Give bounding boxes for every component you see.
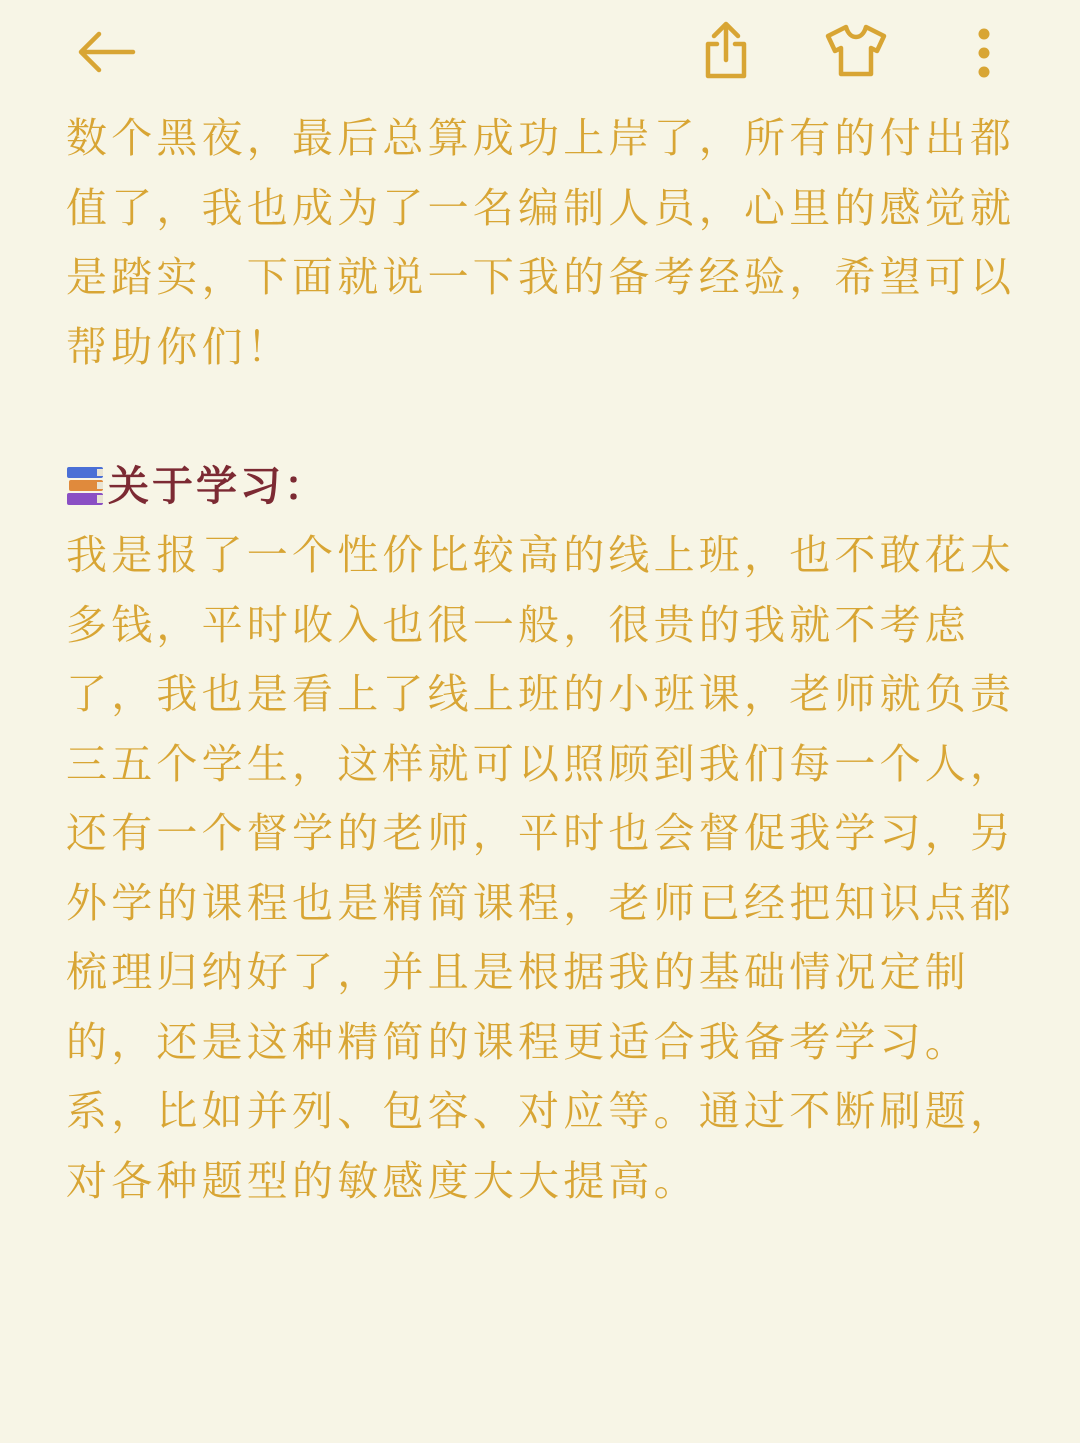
share-button[interactable]: [690, 14, 762, 86]
body-paragraph: 我是报了一个性价比较高的线上班，也不敢花太多钱，平时收入也很一般，很贵的我就不考虑了，我也是看上了线上班的小班课，老师就负责三五个学生，这样就可以照顾到我们每一个人，还有一个督学的老师，平时也会督促我学习，另外学的课程也是精简课程，老师已经把知识点都梳理归纳好了，并且是根据我的基础情况定制的，还是这种精简的课程更适合我备考学习。系，比如并列、包容、对应等。通过不断刷题，对各种题型的敏感度大大提高。: [66, 531, 1016, 1205]
section-heading-text: 关于学习：: [108, 461, 328, 510]
arrow-left-icon: [75, 30, 137, 74]
share-icon: [699, 20, 753, 80]
books-emoji-icon: [66, 465, 106, 507]
blank-line: [66, 382, 1026, 452]
tshirt-icon: [824, 22, 888, 78]
back-button[interactable]: [66, 20, 146, 84]
more-vertical-icon: [977, 27, 991, 79]
intro-paragraph: 数个黑夜，最后总算成功上岸了，所有的付出都值了，我也成为了一名编制人员，心里的感觉就是踏实，下面就说一下我的备考经验，希望可以帮助你们！: [66, 114, 1016, 371]
theme-button[interactable]: [818, 14, 894, 86]
more-button[interactable]: [958, 18, 1010, 88]
section-heading: [66, 452, 1026, 522]
top-toolbar: [0, 0, 1080, 100]
note-content: [66, 104, 1026, 1216]
